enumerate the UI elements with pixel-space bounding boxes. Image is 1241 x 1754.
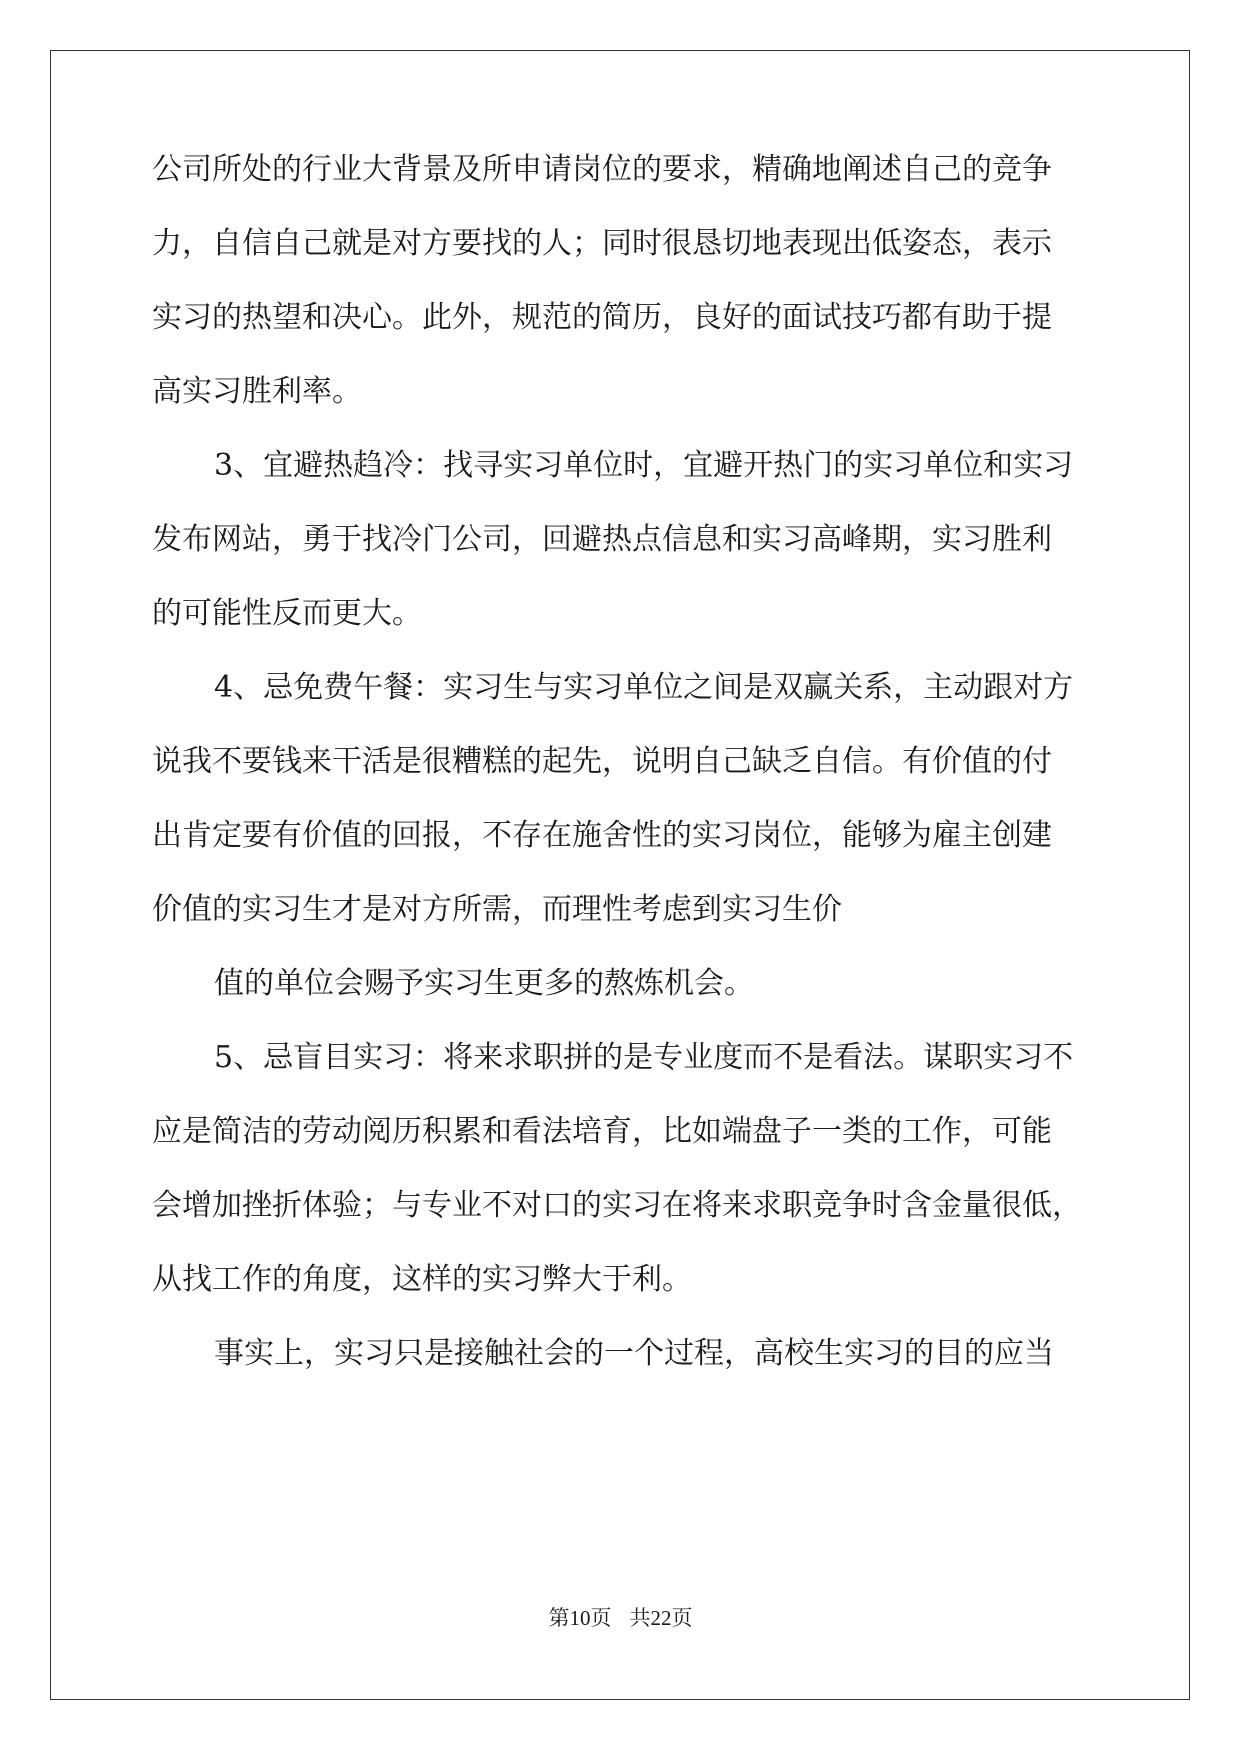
body-line: 价值的实习生才是对方所需，而理性考虑到实习生价 [152,892,842,927]
body-line: 3、宜避热趋冷：找寻实习单位时，宜避开热门的实习单位和实习 [214,448,1074,483]
body-line: 5、忌盲目实习：将来求职拼的是专业度而不是看法。谋职实习不 [214,1040,1074,1075]
body-line: 高实习胜利率。 [152,374,362,409]
body-line: 实习的热望和决心。此外，规范的简历，良好的面试技巧都有助于提 [152,300,1052,335]
body-line: 事实上，实习只是接触社会的一个过程，高校生实习的目的应当 [214,1336,1054,1371]
body-line: 的可能性反而更大。 [152,596,422,631]
body-line: 出肯定要有价值的回报，不存在施舍性的实习岗位，能够为雇主创建 [152,818,1052,853]
body-line: 公司所处的行业大背景及所申请岗位的要求，精确地阐述自己的竞争 [152,152,1052,187]
body-line: 会增加挫折体验；与专业不对口的实习在将来求职竞争时含金量很低， [152,1188,1082,1223]
body-line: 应是简洁的劳动阅历积累和看法培育，比如端盘子一类的工作，可能 [152,1114,1052,1149]
page-total: 共22页 [629,1606,693,1630]
body-line: 4、忌免费午餐：实习生与实习单位之间是双赢关系，主动跟对方 [214,670,1074,705]
page-number: 第10页 [548,1606,612,1630]
page-footer [0,1602,1241,1632]
body-line: 说我不要钱来干活是很糟糕的起先，说明自己缺乏自信。有价值的付 [152,744,1052,779]
body-line: 值的单位会赐予实习生更多的熬炼机会。 [214,966,754,1001]
body-line: 力，自信自己就是对方要找的人；同时很恳切地表现出低姿态，表示 [152,226,1052,261]
body-line: 发布网站，勇于找冷门公司，回避热点信息和实习高峰期，实习胜利 [152,522,1052,557]
body-line: 从找工作的角度，这样的实习弊大于利。 [152,1262,692,1297]
